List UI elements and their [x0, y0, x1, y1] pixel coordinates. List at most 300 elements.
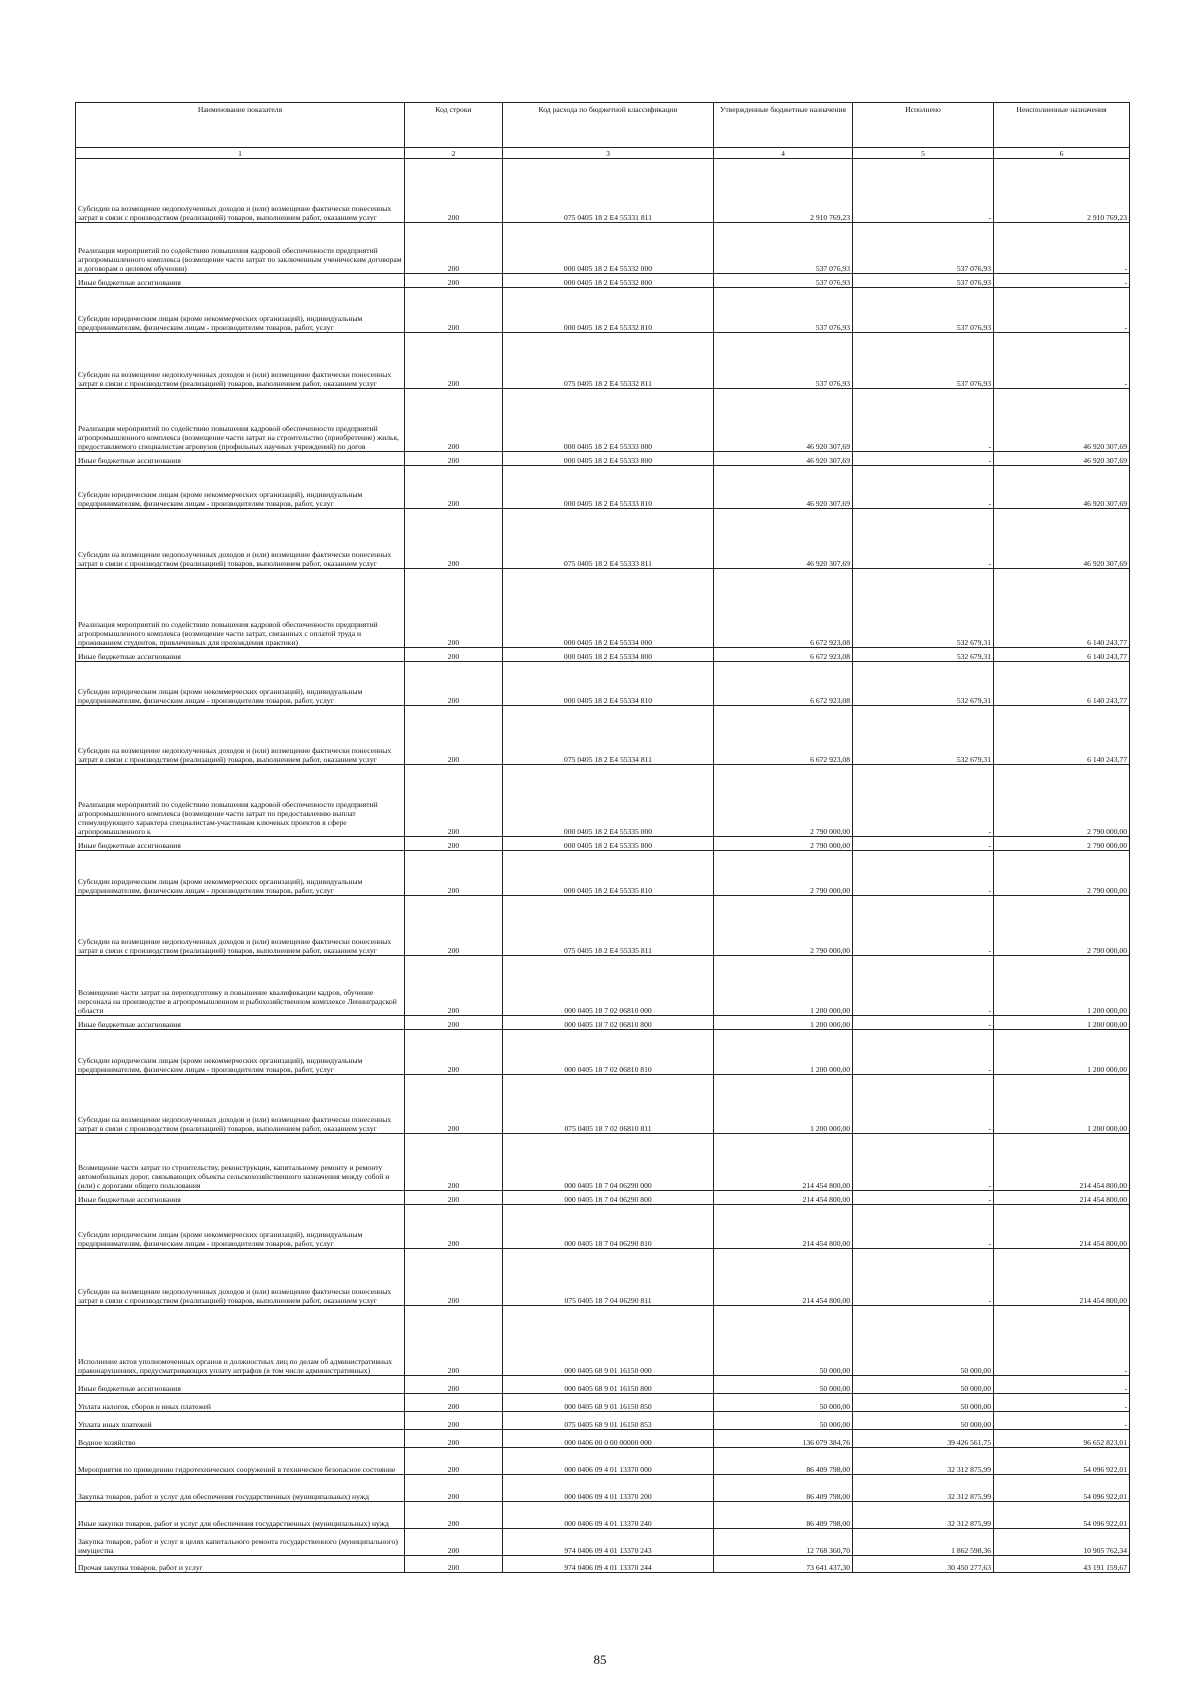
row-line-code: [405, 648, 503, 662]
row-approved: [714, 896, 853, 956]
row-unexecuted-text: 2 790 000,00: [1087, 841, 1127, 850]
row-approved-text: 2 790 000,00: [810, 827, 850, 836]
row-unexecuted: [994, 648, 1130, 662]
row-executed: [853, 896, 994, 956]
row-executed-text: -: [988, 827, 991, 836]
row-approved: [714, 1306, 853, 1376]
row-approved-text: 214 454 800,00: [802, 1296, 850, 1305]
row-line-code: [405, 1075, 503, 1134]
row-unexecuted-text: 2 790 000,00: [1087, 946, 1127, 955]
row-executed-text: -: [988, 1006, 991, 1015]
row-budget-code-text: 000 0405 18 2 E4 55334 800: [563, 652, 653, 661]
row-unexecuted: [994, 1306, 1130, 1376]
row-budget-code-text: 000 0405 18 2 E4 55332 800: [563, 278, 653, 287]
row-unexecuted-text: 46 920 307,69: [1083, 499, 1127, 508]
row-approved: [714, 274, 853, 288]
row-budget-code-text: 000 0406 00 0 00 00000 000: [564, 1438, 652, 1447]
row-approved: [714, 1556, 853, 1573]
row-name-text: Субсидии на возмещение недополученных доходов и (или) возмещение фактически понесенных затрат в связи с производством (реализацией) товаров, выполнением работ, оказанием услуг: [78, 550, 392, 568]
table-row: [76, 274, 1130, 288]
row-line-code: [405, 1556, 503, 1573]
row-approved-text: 1 200 000,00: [810, 1006, 850, 1015]
row-line-code-text: 200: [447, 946, 460, 955]
row-executed: [853, 333, 994, 389]
row-line-code-text: 200: [447, 1296, 460, 1305]
row-approved: [714, 1376, 853, 1394]
row-line-code-text: 200: [447, 379, 460, 388]
row-budget-code-text: 075 0405 68 9 01 16150 853: [564, 1420, 652, 1429]
table-header: [76, 103, 1130, 148]
table-row: [76, 389, 1130, 452]
row-executed-text: -: [988, 1020, 991, 1029]
row-budget-code-text: 000 0405 18 2 E4 55335 000: [563, 827, 653, 836]
row-unexecuted-text: 214 454 800,00: [1079, 1296, 1127, 1305]
row-unexecuted-text: 6 140 243,77: [1087, 755, 1127, 764]
row-line-code: [405, 1448, 503, 1475]
row-line-code-text: 200: [447, 1563, 460, 1572]
row-unexecuted: [994, 1556, 1130, 1573]
row-unexecuted-text: 46 920 307,69: [1083, 442, 1127, 451]
row-executed: [853, 1556, 994, 1573]
row-budget-code-text: 075 0405 18 2 E4 55331 811: [564, 213, 652, 222]
row-unexecuted-text: 54 096 922,01: [1083, 1465, 1127, 1474]
row-unexecuted-text: 54 096 922,01: [1083, 1492, 1127, 1501]
row-executed: [853, 1306, 994, 1376]
table-row: [76, 765, 1130, 837]
row-budget-code: [503, 1394, 714, 1412]
row-name: [76, 1448, 405, 1475]
row-approved-text: 2 910 769,23: [810, 213, 850, 222]
row-executed-text: -: [988, 1065, 991, 1074]
row-budget-code-text: 000 0406 09 4 01 13370 240: [564, 1519, 652, 1528]
row-executed: [853, 1191, 994, 1205]
row-unexecuted: [994, 569, 1130, 648]
row-executed: [853, 1475, 994, 1502]
row-line-code: [405, 851, 503, 896]
row-line-code-text: 200: [447, 1420, 460, 1429]
row-executed: [853, 1529, 994, 1556]
row-name-text: Субсидии на возмещение недополученных доходов и (или) возмещение фактически понесенных затрат в связи с производством (реализацией) товаров, выполнением работ, оказанием услуг: [78, 937, 392, 955]
column-number: 6: [994, 148, 1130, 159]
row-line-code: [405, 274, 503, 288]
row-line-code: [405, 956, 503, 1016]
row-executed-text: 532 679,31: [956, 652, 991, 661]
row-unexecuted-text: 6 140 243,77: [1087, 652, 1127, 661]
row-name: [76, 896, 405, 956]
row-budget-code-text: 000 0405 18 2 E4 55334 810: [563, 696, 653, 705]
row-name: [76, 1502, 405, 1529]
row-executed: [853, 223, 994, 274]
row-unexecuted-text: -: [1124, 1384, 1127, 1393]
table-row: [76, 569, 1130, 648]
row-executed-text: -: [988, 559, 991, 568]
row-budget-code-text: 075 0405 18 7 04 06290 811: [564, 1296, 652, 1305]
row-executed: [853, 851, 994, 896]
row-executed-text: 39 426 561,75: [947, 1438, 991, 1447]
table-row: [76, 956, 1130, 1016]
row-executed-text: -: [988, 1296, 991, 1305]
row-unexecuted-text: 1 200 000,00: [1087, 1124, 1127, 1133]
table-row: [76, 1412, 1130, 1430]
row-executed: [853, 706, 994, 765]
row-executed: [853, 1430, 994, 1448]
row-name-text: Иные бюджетные ассигнования: [78, 1020, 181, 1029]
row-name-text: Реализация мероприятий по содействию повышения кадровой обеспеченности предприятий агропромышленного комплекса (возмещение части затрат по заключенным ученическим договорам и договорам о целевом обучении): [78, 246, 402, 273]
row-executed: [853, 1394, 994, 1412]
row-approved-text: 1 200 000,00: [810, 1124, 850, 1133]
row-line-code: [405, 1412, 503, 1430]
row-approved: [714, 466, 853, 509]
row-unexecuted: [994, 765, 1130, 837]
row-line-code: [405, 1502, 503, 1529]
row-approved-text: 6 672 923,08: [810, 652, 850, 661]
row-budget-code: [503, 569, 714, 648]
row-unexecuted-text: -: [1124, 323, 1127, 332]
row-budget-code-text: 000 0405 18 7 02 06810 000: [564, 1006, 652, 1015]
row-unexecuted: [994, 1191, 1130, 1205]
table-row: [76, 1376, 1130, 1394]
row-approved: [714, 223, 853, 274]
row-executed: [853, 1134, 994, 1191]
row-unexecuted: [994, 1394, 1130, 1412]
row-executed: [853, 837, 994, 851]
row-unexecuted: [994, 1249, 1130, 1306]
row-budget-code-text: 000 0405 18 7 04 06290 000: [564, 1181, 652, 1190]
table-row: [76, 1556, 1130, 1573]
row-budget-code-text: 000 0405 18 7 02 06810 800: [564, 1020, 652, 1029]
row-name: [76, 569, 405, 648]
table-row: [76, 851, 1130, 896]
row-unexecuted: [994, 466, 1130, 509]
table-row: [76, 1249, 1130, 1306]
row-budget-code: [503, 1475, 714, 1502]
row-line-code-text: 200: [447, 264, 460, 273]
row-unexecuted-text: 6 140 243,77: [1087, 696, 1127, 705]
row-approved-text: 46 920 307,69: [806, 559, 850, 568]
row-unexecuted: [994, 706, 1130, 765]
table-row: [76, 333, 1130, 389]
row-budget-code: [503, 1376, 714, 1394]
row-unexecuted-text: 2 790 000,00: [1087, 886, 1127, 895]
row-approved-text: 86 409 798,00: [806, 1492, 850, 1501]
row-line-code-text: 200: [447, 841, 460, 850]
row-approved-text: 46 920 307,69: [806, 456, 850, 465]
row-line-code-text: 200: [447, 1546, 460, 1555]
row-name-text: Водное хозяйство: [78, 1438, 136, 1447]
column-number: 2: [405, 148, 503, 159]
row-budget-code: [503, 466, 714, 509]
row-executed-text: 532 679,31: [956, 696, 991, 705]
row-name: [76, 1430, 405, 1448]
row-approved: [714, 569, 853, 648]
table-row: [76, 1016, 1130, 1030]
row-budget-code-text: 000 0406 09 4 01 13370 000: [564, 1465, 652, 1474]
row-approved-text: 136 079 384,76: [802, 1438, 850, 1447]
column-number: 5: [853, 148, 994, 159]
row-name: [76, 1529, 405, 1556]
row-name: [76, 956, 405, 1016]
row-unexecuted-text: 10 905 762,34: [1083, 1546, 1127, 1555]
table-row: [76, 1075, 1130, 1134]
row-line-code-text: 200: [447, 559, 460, 568]
row-line-code: [405, 1249, 503, 1306]
row-unexecuted-text: 46 920 307,69: [1083, 559, 1127, 568]
row-executed-text: -: [988, 1195, 991, 1204]
row-unexecuted-text: 1 200 000,00: [1087, 1006, 1127, 1015]
row-name: [76, 1475, 405, 1502]
row-approved-text: 537 076,93: [815, 323, 850, 332]
row-name-text: Закупка товаров, работ и услуг для обеспечения государственных (муниципальных) нужд: [78, 1492, 369, 1501]
row-approved-text: 86 409 798,00: [806, 1465, 850, 1474]
row-unexecuted: [994, 1030, 1130, 1075]
row-executed: [853, 569, 994, 648]
row-budget-code: [503, 956, 714, 1016]
row-budget-code-text: 000 0405 18 2 E4 55335 810: [563, 886, 653, 895]
row-name-text: Субсидии на возмещение недополученных доходов и (или) возмещение фактически понесенных затрат в связи с производством (реализацией) товаров, выполнением работ, оказанием услуг: [78, 1287, 392, 1305]
table-row: [76, 896, 1130, 956]
row-executed-text: 50 000,00: [960, 1366, 991, 1375]
header-line-code: Код строки: [405, 103, 503, 148]
row-name-text: Уплата налогов, сборов и иных платежей: [78, 1402, 211, 1411]
row-approved: [714, 1205, 853, 1249]
row-approved-text: 537 076,93: [815, 278, 850, 287]
header-unexecuted: Неисполненные назначения: [994, 103, 1130, 148]
row-unexecuted: [994, 1412, 1130, 1430]
row-line-code-text: 200: [447, 1124, 460, 1133]
row-approved: [714, 333, 853, 389]
row-approved: [714, 1030, 853, 1075]
row-approved: [714, 648, 853, 662]
row-unexecuted-text: 1 200 000,00: [1087, 1065, 1127, 1074]
row-approved: [714, 509, 853, 569]
row-unexecuted: [994, 1205, 1130, 1249]
header-budget-code: Код расхода по бюджетной классификации: [503, 103, 714, 148]
row-executed: [853, 1030, 994, 1075]
row-unexecuted-text: -: [1124, 379, 1127, 388]
row-budget-code-text: 974 0406 09 4 01 13370 244: [564, 1563, 652, 1572]
header-approved: Утвержденные бюджетные назначения: [714, 103, 853, 148]
row-line-code-text: 200: [447, 1065, 460, 1074]
table-row: [76, 1394, 1130, 1412]
row-executed: [853, 765, 994, 837]
row-unexecuted-text: 1 200 000,00: [1087, 1020, 1127, 1029]
row-line-code-text: 200: [447, 499, 460, 508]
row-approved-text: 12 768 360,70: [806, 1546, 850, 1555]
table-row: [76, 1030, 1130, 1075]
row-approved: [714, 837, 853, 851]
row-unexecuted-text: -: [1124, 278, 1127, 287]
table-row: [76, 1430, 1130, 1448]
row-unexecuted: [994, 1502, 1130, 1529]
row-line-code: [405, 662, 503, 706]
row-budget-code-text: 075 0405 18 2 E4 55332 811: [564, 379, 652, 388]
row-budget-code: [503, 1306, 714, 1376]
row-line-code: [405, 333, 503, 389]
row-executed-text: -: [988, 442, 991, 451]
row-name-text: Прочая закупка товаров, работ и услуг: [78, 1563, 203, 1572]
row-line-code-text: 200: [447, 652, 460, 661]
row-name: [76, 1030, 405, 1075]
row-approved: [714, 389, 853, 452]
row-budget-code-text: 075 0405 18 2 E4 55334 811: [564, 755, 652, 764]
row-budget-code: [503, 706, 714, 765]
row-line-code-text: 200: [447, 1181, 460, 1190]
row-executed-text: 50 000,00: [960, 1384, 991, 1393]
row-executed-text: 537 076,93: [956, 278, 991, 287]
column-number: 1: [76, 148, 405, 159]
row-budget-code: [503, 389, 714, 452]
row-name-text: Субсидии на возмещение недополученных доходов и (или) возмещение фактически понесенных затрат в связи с производством (реализацией) товаров, выполнением работ, оказанием услуг: [78, 746, 392, 764]
table-row: [76, 466, 1130, 509]
row-executed: [853, 956, 994, 1016]
table-row: [76, 1502, 1130, 1529]
row-unexecuted: [994, 1016, 1130, 1030]
row-unexecuted-text: -: [1124, 1402, 1127, 1411]
row-name-text: Иные бюджетные ассигнования: [78, 278, 181, 287]
row-approved: [714, 1529, 853, 1556]
column-number: 4: [714, 148, 853, 159]
row-budget-code-text: 974 0406 09 4 01 13370 243: [564, 1546, 652, 1555]
row-line-code: [405, 1529, 503, 1556]
table-row: [76, 706, 1130, 765]
row-line-code: [405, 288, 503, 333]
page-number: 85: [593, 1652, 607, 1667]
row-executed-text: 537 076,93: [956, 379, 991, 388]
row-budget-code: [503, 159, 714, 223]
row-executed: [853, 159, 994, 223]
row-executed: [853, 1075, 994, 1134]
row-line-code: [405, 706, 503, 765]
row-unexecuted: [994, 851, 1130, 896]
row-name-text: Иные бюджетные ассигнования: [78, 652, 181, 661]
row-approved-text: 50 000,00: [819, 1384, 850, 1393]
row-line-code-text: 200: [447, 1239, 460, 1248]
row-line-code: [405, 1030, 503, 1075]
row-approved: [714, 1430, 853, 1448]
row-line-code: [405, 1376, 503, 1394]
row-approved-text: 214 454 800,00: [802, 1239, 850, 1248]
row-name: [76, 1376, 405, 1394]
row-line-code-text: 200: [447, 278, 460, 287]
row-approved-text: 2 790 000,00: [810, 841, 850, 850]
row-line-code: [405, 1394, 503, 1412]
row-unexecuted: [994, 1448, 1130, 1475]
row-executed-text: -: [988, 499, 991, 508]
row-unexecuted: [994, 896, 1130, 956]
row-approved: [714, 1394, 853, 1412]
row-approved: [714, 1412, 853, 1430]
row-name: [76, 851, 405, 896]
row-line-code: [405, 1306, 503, 1376]
row-executed-text: -: [988, 456, 991, 465]
row-name: [76, 1249, 405, 1306]
row-line-code-text: 200: [447, 1438, 460, 1447]
row-line-code-text: 200: [447, 696, 460, 705]
row-unexecuted-text: -: [1124, 1366, 1127, 1375]
row-unexecuted-text: 2 790 000,00: [1087, 827, 1127, 836]
row-name: [76, 159, 405, 223]
row-budget-code-text: 075 0405 18 2 E4 55333 811: [564, 559, 652, 568]
row-name-text: Субсидии юридическим лицам (кроме некоммерческих организаций), индивидуальным предпринимателям, физическим лицам - производителям товаров, работ, услуг: [78, 1230, 363, 1248]
row-executed: [853, 1249, 994, 1306]
row-name: [76, 333, 405, 389]
row-name-text: Субсидии на возмещение недополученных доходов и (или) возмещение фактически понесенных затрат в связи с производством (реализацией) товаров, выполнением работ, оказанием услуг: [78, 370, 392, 388]
row-name-text: Иные бюджетные ассигнования: [78, 1384, 181, 1393]
row-approved-text: 50 000,00: [819, 1402, 850, 1411]
row-unexecuted: [994, 333, 1130, 389]
row-name-text: Уплата иных платежей: [78, 1420, 152, 1429]
row-unexecuted: [994, 1075, 1130, 1134]
row-approved: [714, 452, 853, 466]
row-unexecuted-text: 214 454 800,00: [1079, 1181, 1127, 1190]
row-executed: [853, 648, 994, 662]
row-executed: [853, 1448, 994, 1475]
row-approved-text: 50 000,00: [819, 1420, 850, 1429]
row-unexecuted: [994, 1134, 1130, 1191]
row-executed-text: -: [988, 213, 991, 222]
row-approved-text: 6 672 923,08: [810, 696, 850, 705]
row-unexecuted-text: -: [1124, 264, 1127, 273]
row-unexecuted-text: 214 454 800,00: [1079, 1239, 1127, 1248]
row-name: [76, 1016, 405, 1030]
row-line-code-text: 200: [447, 1006, 460, 1015]
table-row: [76, 1475, 1130, 1502]
row-executed: [853, 1376, 994, 1394]
row-line-code: [405, 1430, 503, 1448]
row-executed: [853, 1016, 994, 1030]
row-budget-code: [503, 1249, 714, 1306]
row-budget-code: [503, 1030, 714, 1075]
row-line-code: [405, 509, 503, 569]
row-approved: [714, 1075, 853, 1134]
row-name-text: Субсидии юридическим лицам (кроме некоммерческих организаций), индивидуальным предпринимателям, физическим лицам - производителям товаров, работ, услуг: [78, 877, 363, 895]
row-executed: [853, 1412, 994, 1430]
row-name-text: Субсидии юридическим лицам (кроме некоммерческих организаций), индивидуальным предпринимателям, физическим лицам - производителям товаров, работ, услуг: [78, 1056, 363, 1074]
row-approved-text: 2 790 000,00: [810, 946, 850, 955]
table-row: [76, 1205, 1130, 1249]
row-budget-code: [503, 1529, 714, 1556]
row-name: [76, 837, 405, 851]
row-unexecuted: [994, 389, 1130, 452]
row-name-text: Субсидии юридическим лицам (кроме некоммерческих организаций), индивидуальным предпринимателям, физическим лицам - производителям товаров, работ, услуг: [78, 687, 363, 705]
row-line-code: [405, 389, 503, 452]
row-line-code-text: 200: [447, 456, 460, 465]
row-budget-code-text: 000 0405 18 2 E4 55333 000: [563, 442, 653, 451]
row-executed: [853, 1502, 994, 1529]
row-executed: [853, 509, 994, 569]
row-budget-code-text: 000 0405 18 7 04 06290 810: [564, 1239, 652, 1248]
row-line-code: [405, 159, 503, 223]
row-approved-text: 214 454 800,00: [802, 1195, 850, 1204]
row-unexecuted: [994, 509, 1130, 569]
row-budget-code-text: 000 0405 18 7 02 06810 810: [564, 1065, 652, 1074]
row-budget-code: [503, 648, 714, 662]
row-budget-code-text: 075 0405 18 7 02 06810 811: [564, 1124, 652, 1133]
row-name: [76, 1134, 405, 1191]
row-executed-text: 537 076,93: [956, 264, 991, 273]
row-line-code-text: 200: [447, 1465, 460, 1474]
row-line-code: [405, 896, 503, 956]
row-approved-text: 6 672 923,08: [810, 755, 850, 764]
row-executed-text: -: [988, 1239, 991, 1248]
row-budget-code: [503, 1448, 714, 1475]
row-budget-code-text: 000 0405 18 2 E4 55334 000: [563, 638, 653, 647]
row-name: [76, 648, 405, 662]
row-unexecuted-text: 214 454 800,00: [1079, 1195, 1127, 1204]
row-line-code: [405, 1016, 503, 1030]
row-budget-code-text: 075 0405 18 2 E4 55335 811: [564, 946, 652, 955]
row-line-code-text: 200: [447, 323, 460, 332]
